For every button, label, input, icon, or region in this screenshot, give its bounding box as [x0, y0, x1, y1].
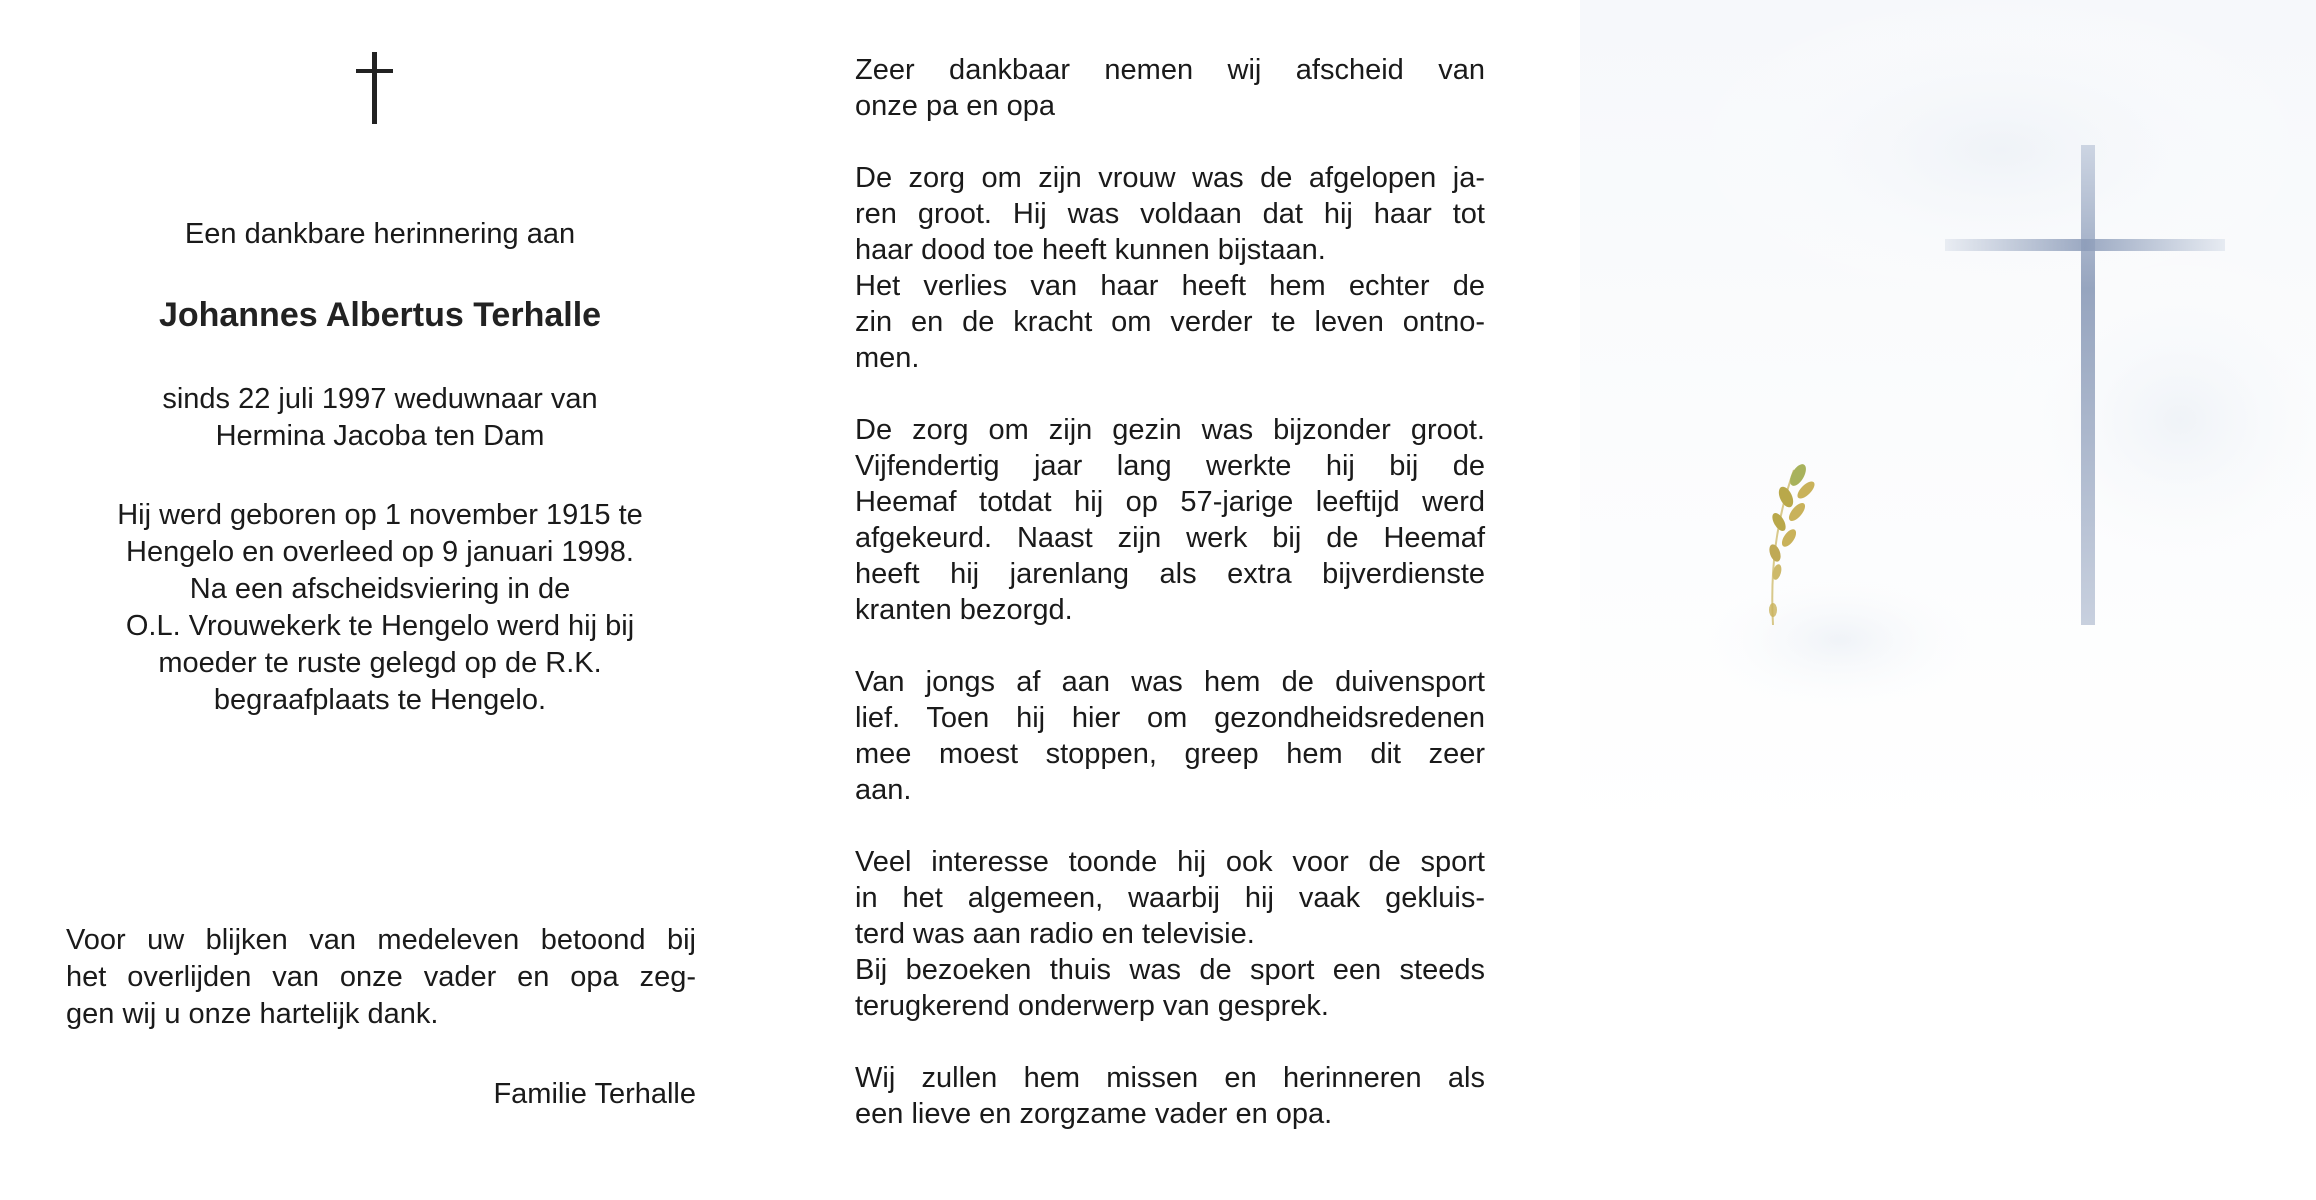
family-signature: Familie Terhalle — [493, 1078, 696, 1110]
text-line: ren groot. Hij was voldaan dat hij haar tot — [855, 198, 1485, 230]
bio-line: O.L. Vrouwekerk te Hengelo werd hij bij — [125, 610, 635, 642]
text-line: Van jongs af aan was hem de duivensport — [855, 666, 1485, 698]
text-line: terugkerend onderwerp van gesprek. — [855, 990, 1329, 1022]
text-line: Veel interesse toonde hij ook voor de sport — [855, 846, 1485, 878]
text-line: een lieve en zorgzame vader en opa. — [855, 1098, 1333, 1130]
text-line: afgekeurd. Naast zijn werk bij de Heemaf — [855, 522, 1485, 554]
middle-panel — [855, 52, 1485, 1168]
text-line: heeft hij jarenlang als extra bijverdienste — [855, 558, 1485, 590]
thanks-line: gen wij u onze hartelijk dank. — [66, 998, 439, 1030]
text-line: Heemaf totdat hij op 57-jarige leeftijd werd — [855, 486, 1485, 518]
left-panel — [0, 0, 760, 1200]
text-line: Bij bezoeken thuis was de sport een steeds — [855, 954, 1485, 986]
thanks-line: het overlijden van onze vader en opa zeg- — [66, 961, 696, 993]
paragraph-wife-care — [855, 160, 1485, 376]
text-line: mee moest stoppen, greep hem dit zeer — [855, 738, 1485, 770]
text-line: Zeer dankbaar nemen wij afscheid van — [855, 54, 1485, 86]
intro-text: Een dankbare herinnering aan — [184, 218, 576, 250]
bio-line: moeder te ruste gelegd op de R.K. — [158, 647, 602, 679]
latin-cross-icon — [350, 52, 400, 132]
text-line: onze pa en opa — [855, 90, 1055, 122]
cloud-shape — [1680, 560, 2000, 720]
text-line: haar dood toe heeft kunnen bijstaan. — [855, 234, 1326, 266]
biography — [40, 497, 720, 719]
paragraph-pigeon-sport — [855, 664, 1485, 808]
paragraph-remembrance — [855, 1060, 1485, 1132]
thanks-message — [66, 922, 696, 1033]
text-line: Het verlies van haar heeft hem echter de — [855, 270, 1485, 302]
cross-and-wheat-illustration — [1580, 0, 2316, 1200]
text-line: aan. — [855, 774, 912, 806]
bio-line: Hij werd geboren op 1 november 1915 te — [117, 499, 643, 531]
bio-line: Hengelo en overleed op 9 januari 1998. — [126, 536, 634, 568]
thanks-line: Voor uw blijken van medeleven betoond bij — [66, 924, 696, 956]
text-line: De zorg om zijn gezin was bijzonder groot. — [855, 414, 1485, 446]
text-line: in het algemeen, waarbij hij vaak gekluis- — [855, 882, 1485, 914]
text-line: Vijfendertig jaar lang werkte hij bij de — [855, 450, 1485, 482]
bio-line: Na een afscheidsviering in de — [189, 573, 571, 605]
text-line: zin en de kracht om verder te leven ontno- — [855, 306, 1485, 338]
text-line: kranten bezorgd. — [855, 594, 1073, 626]
widow-line: sinds 22 juli 1997 weduwnaar van — [162, 383, 598, 415]
text-line: terd was aan radio en televisie. — [855, 918, 1255, 950]
right-panel — [1580, 0, 2316, 1200]
text-line: men. — [855, 342, 920, 374]
paragraph-sport-interest — [855, 844, 1485, 1024]
text-line: De zorg om zijn vrouw was de afgelopen ja- — [855, 162, 1485, 194]
widow-line: Hermina Jacoba ten Dam — [215, 420, 545, 452]
text-line: Wij zullen hem missen en herinneren als — [855, 1062, 1485, 1094]
widow-info — [40, 381, 720, 455]
paragraph-family-work — [855, 412, 1485, 628]
paragraph-farewell — [855, 52, 1485, 124]
deceased-name: Johannes Albertus Terhalle — [158, 296, 602, 334]
text-line: lief. Toen hij hier om gezondheidsredenen — [855, 702, 1485, 734]
bio-line: begraafplaats te Hengelo. — [213, 684, 547, 716]
